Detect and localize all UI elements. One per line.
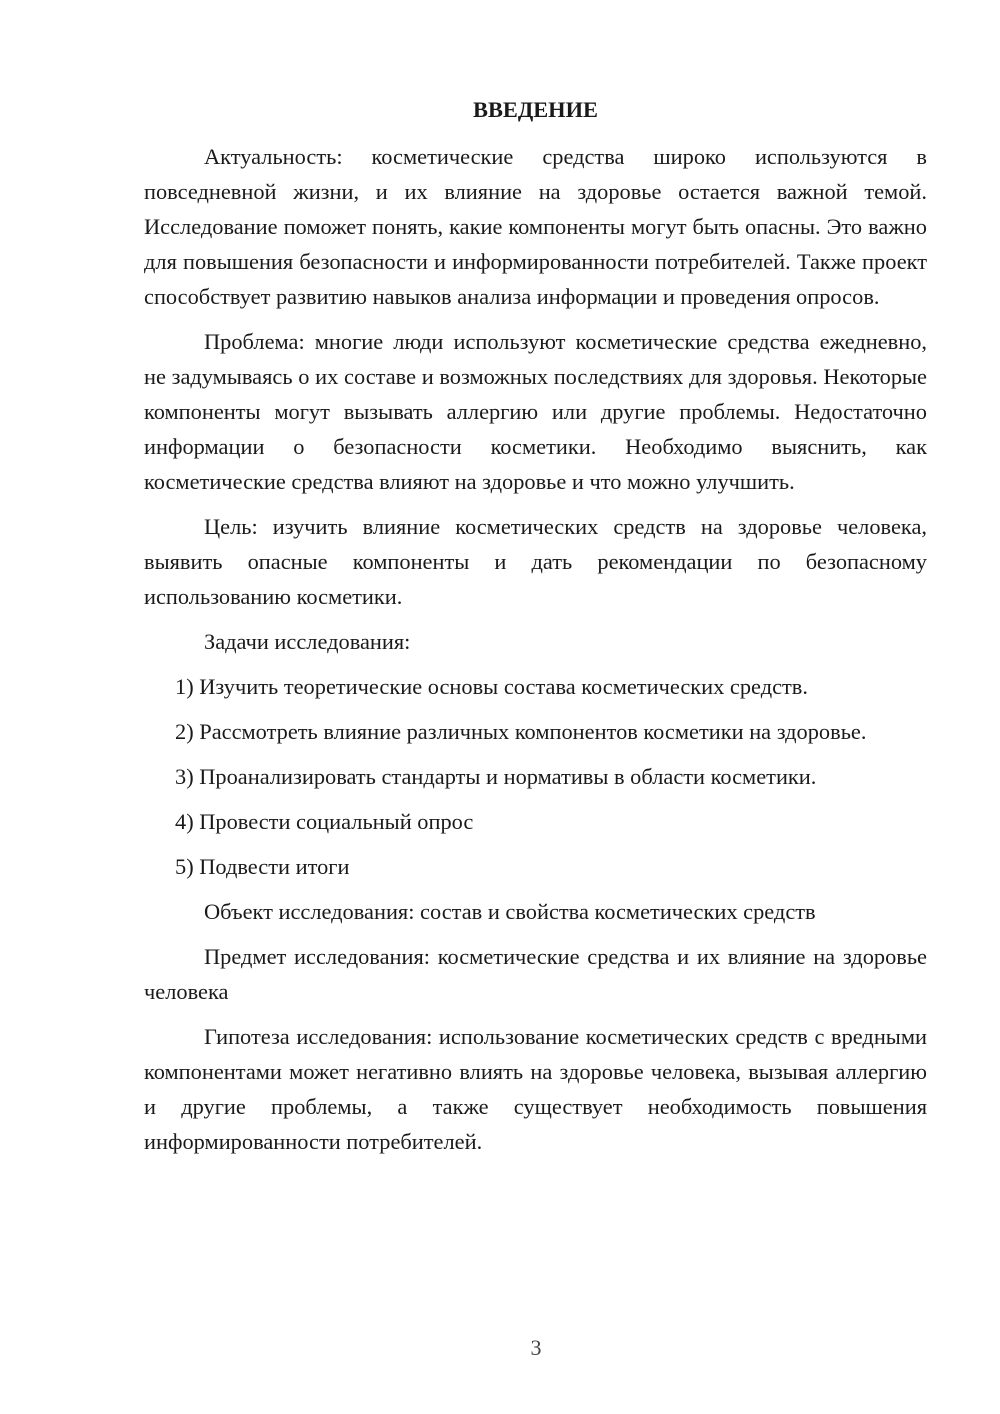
object-paragraph: Объект исследования: состав и свойства косметических средств <box>204 899 816 924</box>
subject-paragraph: Предмет исследования: косметические средства и их влияние на здоровье человека <box>144 944 927 1004</box>
goal-paragraph: Цель: изучить влияние косметических средств на здоровье человека, выявить опасные компоненты и дать рекомендации по безопасному использованию косметики. <box>144 514 927 609</box>
tasks-heading: Задачи исследования: <box>204 629 411 654</box>
section-title: ВВЕДЕНИЕ <box>473 97 598 122</box>
task-item: 5) Подвести итоги <box>175 854 350 879</box>
task-item: 3) Проанализировать стандарты и нормативы в области косметики. <box>175 764 817 789</box>
hypothesis-paragraph: Гипотеза исследования: использование косметических средств с вредными компонентами может негативно влиять на здоровье человека, вызывая аллергию и другие проблемы, а также существует необходимость повышения информированности потребителей. <box>144 1024 927 1154</box>
relevance-paragraph: Актуальность: косметические средства широко используются в повседневной жизни, и их влияние на здоровье остается важной темой. Исследование поможет понять, какие компоненты могут быть опасны. Это важно для повышения безопасности и информированности потребителей. Также проект способствует развитию навыков анализа информации и проведения опросов. <box>144 144 927 309</box>
task-item: 4) Провести социальный опрос <box>175 809 474 834</box>
task-item: 1) Изучить теоретические основы состава косметических средств. <box>175 674 808 699</box>
task-item: 2) Рассмотреть влияние различных компонентов косметики на здоровье. <box>175 719 867 744</box>
problem-paragraph: Проблема: многие люди используют косметические средства ежедневно, не задумываясь о их составе и возможных последствиях для здоровья. Некоторые компоненты могут вызывать аллергию или другие проблемы. Недостаточно информации о безопасности косметики. Необходимо выяснить, как косметические средства влияют на здоровье и что можно улучшить. <box>144 329 927 494</box>
page-content <box>144 95 927 1169</box>
page-number: 3 <box>530 1335 542 1360</box>
